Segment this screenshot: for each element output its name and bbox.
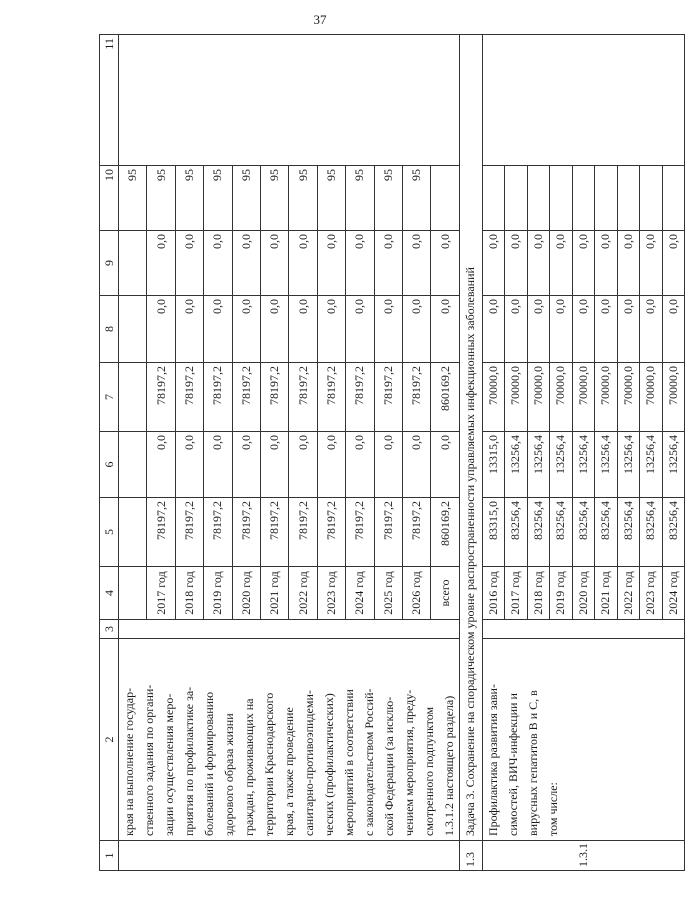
cell-value: 0,0 [204, 432, 232, 498]
cell-value: 83256,4 [595, 498, 618, 567]
cell-value: 0,0 [175, 231, 203, 296]
cell-year: 2018 год [175, 567, 203, 620]
item-name-line: мероприятий в соответствии [342, 689, 356, 836]
cell-empty [119, 296, 147, 363]
cell-value: 0,0 [595, 231, 618, 296]
cell-value: 95 [204, 166, 232, 231]
cell-year: 2017 год [505, 567, 528, 620]
cell-empty [572, 166, 595, 231]
header-cell: 6 [100, 432, 119, 498]
cell-value: 70000,0 [482, 363, 505, 432]
cell-value: 95 [374, 166, 402, 231]
item-name-line: Профилактика развития зави- [485, 684, 500, 836]
cell-empty [119, 363, 147, 432]
cell-value: 0,0 [572, 296, 595, 363]
cell-value: 70000,0 [595, 363, 618, 432]
cell-value: 78197,2 [261, 363, 289, 432]
cell-value: 0,0 [617, 296, 640, 363]
item-name-line: 1.3.1.2 настоящего раздела) [442, 695, 456, 836]
cell-value: 83256,4 [527, 498, 550, 567]
item-name-line: ской Федерации (за исклю- [382, 696, 396, 836]
cell-year: 2024 год [662, 567, 685, 620]
cell-value: 0,0 [175, 432, 203, 498]
cell-value: 78197,2 [403, 363, 431, 432]
cell-value: 0,0 [431, 231, 460, 296]
cell-value: 0,0 [572, 231, 595, 296]
cell-value: 70000,0 [662, 363, 685, 432]
cell-value: 83256,4 [640, 498, 663, 567]
cell-value: 0,0 [374, 231, 402, 296]
cell-value: 0,0 [595, 296, 618, 363]
header-cell: 9 [100, 231, 119, 296]
cell-empty [119, 567, 147, 620]
cell-value: 78197,2 [261, 498, 289, 567]
cell-year: 2023 год [317, 567, 345, 620]
cell-empty [482, 166, 505, 231]
cell-value: 13256,4 [550, 432, 573, 498]
cell-value: 0,0 [374, 296, 402, 363]
cell-value: 0,0 [317, 231, 345, 296]
cell-year: 2022 год [289, 567, 317, 620]
cell-value: 0,0 [505, 231, 528, 296]
cell-year: 2026 год [403, 567, 431, 620]
cell-value: 0,0 [617, 231, 640, 296]
cell-value: 0,0 [640, 296, 663, 363]
cell-value: 0,0 [261, 231, 289, 296]
cell-year: 2025 год [374, 567, 402, 620]
cell-value: 13256,4 [640, 432, 663, 498]
cell-value: 70000,0 [572, 363, 595, 432]
cell-value: 0,0 [204, 231, 232, 296]
cell-value: 0,0 [662, 296, 685, 363]
cell-value: 13256,4 [595, 432, 618, 498]
cell-value: 78197,2 [232, 363, 260, 432]
cell-year: 2018 год [527, 567, 550, 620]
cell-value: 78197,2 [289, 498, 317, 567]
cell-value: 0,0 [550, 296, 573, 363]
cell-value: 70000,0 [505, 363, 528, 432]
cell-value: 0,0 [482, 296, 505, 363]
cell-value: 78197,2 [204, 363, 232, 432]
item-name-line: территории Краснодарского [262, 692, 276, 836]
cell-value: 95 [232, 166, 260, 231]
task-row [460, 35, 483, 871]
item-number: 1.3.1 [482, 841, 685, 871]
cell-value: 0,0 [482, 231, 505, 296]
page-number: 37 [313, 12, 327, 27]
cell-value: 0,0 [147, 432, 175, 498]
cell-value: 95 [317, 166, 345, 231]
cell-value: 78197,2 [147, 498, 175, 567]
cell-value: 13256,4 [527, 432, 550, 498]
cell-value: 13256,4 [662, 432, 685, 498]
cell-empty [119, 231, 147, 296]
item-name-line: граждан, проживающих на [242, 698, 256, 836]
cell-empty [595, 166, 618, 231]
cell-year: 2021 год [261, 567, 289, 620]
header-cell: 3 [100, 620, 119, 639]
item-name-line: ственного задания по органи- [142, 684, 156, 836]
cell-value: 0,0 [431, 296, 460, 363]
item-name-line: санитарно-противоэпидеми- [302, 690, 316, 836]
task-number: 1.3 [460, 841, 483, 871]
cell-value: 95 [289, 166, 317, 231]
cell-value: 13256,4 [505, 432, 528, 498]
cell-value: 78197,2 [175, 363, 203, 432]
cell-value: 0,0 [232, 432, 260, 498]
cell-value: 95 [147, 166, 175, 231]
cell-value: 78197,2 [147, 363, 175, 432]
cell-value: 78197,2 [204, 498, 232, 567]
item-number [119, 841, 460, 871]
cell-value: 0,0 [317, 432, 345, 498]
cell-value: 0,0 [346, 296, 374, 363]
cell-value: 70000,0 [640, 363, 663, 432]
cell-value: 78197,2 [232, 498, 260, 567]
cell-value: 0,0 [431, 432, 460, 498]
item-name-line: с законодательством Россий- [362, 688, 376, 836]
cell-value: 0,0 [232, 296, 260, 363]
cell-value: 78197,2 [374, 498, 402, 567]
item-name-line: приятия по профилактике за- [182, 686, 196, 836]
header-cell: 5 [100, 498, 119, 567]
cell-value: 83256,4 [505, 498, 528, 567]
cell-value: 70000,0 [550, 363, 573, 432]
cell-year: 2017 год [147, 567, 175, 620]
cell-value: 0,0 [662, 231, 685, 296]
cell-value: 0,0 [346, 231, 374, 296]
item-name-line: чением мероприятия, преду- [402, 689, 416, 836]
cell-empty [505, 166, 528, 231]
cell-year: всего [431, 567, 460, 620]
item-name-line: том числе: [545, 782, 560, 836]
cell-value: 0,0 [550, 231, 573, 296]
cell-empty [640, 166, 663, 231]
header-cell: 11 [100, 35, 119, 166]
cell-value: 83256,4 [617, 498, 640, 567]
cell-value: 95 [346, 166, 374, 231]
item-name-line: вирусных гепатитов В и С, в [525, 690, 540, 836]
cell-indicator: 95 [119, 166, 147, 231]
item-name-line: ческих (профилактических) [322, 693, 336, 836]
cell-value: 0,0 [204, 296, 232, 363]
cell-value: 0,0 [289, 296, 317, 363]
item-name-line: края, а также проведение [282, 707, 296, 836]
cell-year: 2016 год [482, 567, 505, 620]
cell-year: 2022 год [617, 567, 640, 620]
cell-value: 0,0 [147, 231, 175, 296]
cell-value: 70000,0 [527, 363, 550, 432]
header-row [100, 35, 119, 871]
header-cell: 7 [100, 363, 119, 432]
cell-year: 2020 год [232, 567, 260, 620]
cell-value: 0,0 [317, 296, 345, 363]
cell-value: 78197,2 [317, 498, 345, 567]
cell-value: 13315,0 [482, 432, 505, 498]
cell-value: 0,0 [232, 231, 260, 296]
cell-value: 860169,2 [431, 498, 460, 567]
cell-value: 78197,2 [289, 363, 317, 432]
cell-value [431, 166, 460, 231]
cell-value: 0,0 [346, 432, 374, 498]
item-name-line: смотренного подпунктом [422, 706, 436, 836]
table-body [100, 35, 685, 871]
item-name [482, 639, 685, 841]
cell-value: 0,0 [374, 432, 402, 498]
cell-value: 95 [175, 166, 203, 231]
cell-value: 83256,4 [550, 498, 573, 567]
cell-empty [482, 35, 685, 166]
cell-value: 0,0 [175, 296, 203, 363]
cell-year: 2019 год [550, 567, 573, 620]
cell-value: 95 [261, 166, 289, 231]
cell-value: 0,0 [261, 296, 289, 363]
cell-value: 78197,2 [346, 498, 374, 567]
cell-value: 0,0 [261, 432, 289, 498]
budget-table [99, 34, 685, 871]
cell-value: 83256,4 [662, 498, 685, 567]
item-name-line: болеваний и формированию [202, 691, 216, 836]
cell-year: 2024 год [346, 567, 374, 620]
cell-value: 0,0 [289, 231, 317, 296]
cell-value: 860169,2 [431, 363, 460, 432]
cell-empty [527, 166, 550, 231]
item-name [119, 639, 460, 841]
task-title: Задача 3. Сохранение на спорадическом уровне распространенности управляемых инфекционных заболеваний [460, 35, 483, 841]
cell-year: 2021 год [595, 567, 618, 620]
cell-value: 0,0 [289, 432, 317, 498]
table-row [119, 35, 147, 871]
header-cell: 8 [100, 296, 119, 363]
cell-value: 78197,2 [403, 498, 431, 567]
cell-value: 0,0 [505, 296, 528, 363]
cell-empty [119, 35, 460, 166]
cell-value: 0,0 [640, 231, 663, 296]
cell-empty [662, 166, 685, 231]
header-cell: 1 [100, 841, 119, 871]
item-name-line: края на выполнение государ- [122, 687, 136, 836]
cell-year: 2019 год [204, 567, 232, 620]
cell-value: 83315,0 [482, 498, 505, 567]
item-name-line: здорового образа жизни [222, 713, 236, 836]
cell-value: 78197,2 [346, 363, 374, 432]
cell-empty [550, 166, 573, 231]
cell-empty [617, 166, 640, 231]
cell-value: 83256,4 [572, 498, 595, 567]
cell-value: 13256,4 [572, 432, 595, 498]
rotated-table-wrapper [99, 35, 680, 871]
cell-year: 2023 год [640, 567, 663, 620]
header-cell: 4 [100, 567, 119, 620]
cell-value: 78197,2 [374, 363, 402, 432]
table-row [482, 35, 505, 871]
cell-value: 0,0 [403, 432, 431, 498]
cell-empty [482, 620, 685, 639]
header-cell: 10 [100, 166, 119, 231]
cell-value: 0,0 [403, 231, 431, 296]
cell-value: 70000,0 [617, 363, 640, 432]
cell-empty [119, 620, 460, 639]
cell-value: 78197,2 [175, 498, 203, 567]
cell-empty [119, 432, 147, 498]
item-name-line: зации осуществления меро- [162, 693, 176, 836]
header-cell: 2 [100, 639, 119, 841]
cell-value: 78197,2 [317, 363, 345, 432]
cell-value: 0,0 [527, 231, 550, 296]
cell-value: 13256,4 [617, 432, 640, 498]
cell-empty [119, 498, 147, 567]
cell-value: 95 [403, 166, 431, 231]
cell-value: 0,0 [403, 296, 431, 363]
cell-year: 2020 год [572, 567, 595, 620]
cell-value: 0,0 [147, 296, 175, 363]
cell-value: 0,0 [527, 296, 550, 363]
item-name-line: симостей, ВИЧ-инфекции и [505, 693, 520, 836]
